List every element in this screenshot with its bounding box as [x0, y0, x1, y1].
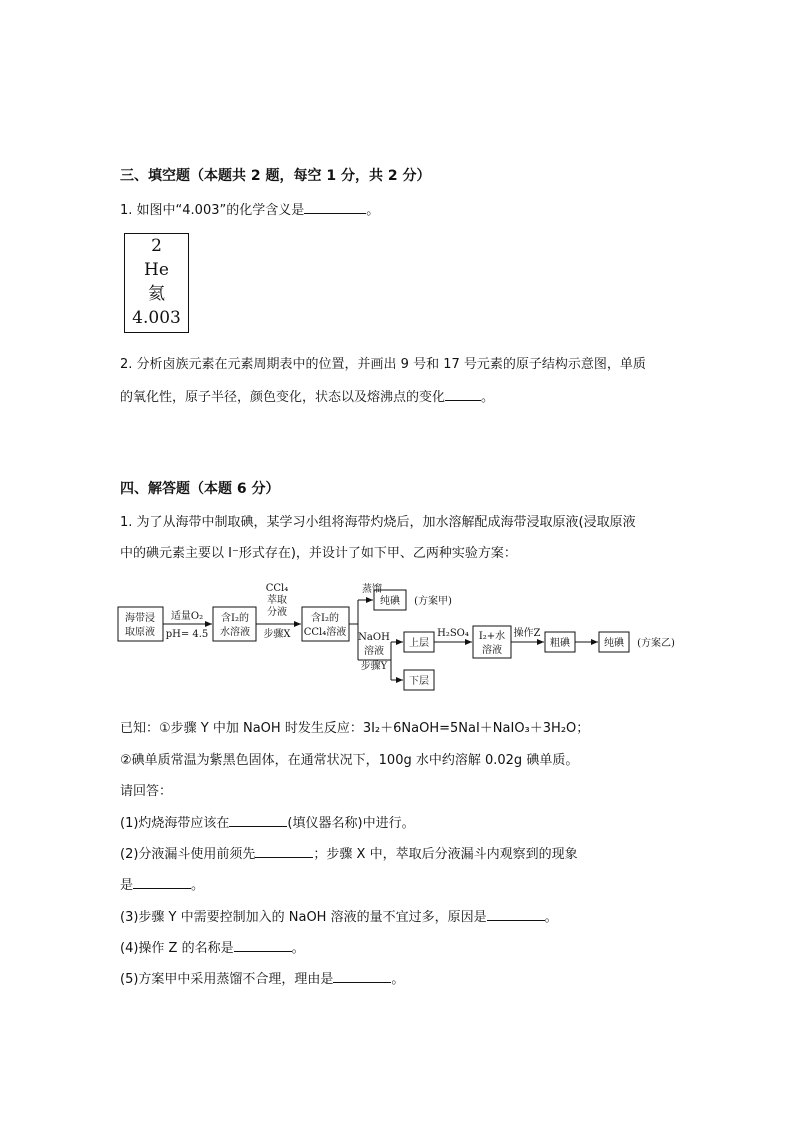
element-symbol: He — [144, 260, 169, 280]
question-4-1-line2: 中的碘元素主要以 I⁻形式存在)，并设计了如下甲、乙两种实验方案： — [120, 546, 517, 561]
box-raw-label-2: 取原液 — [125, 627, 155, 638]
sub-question-1 — [120, 812, 415, 831]
sub5-text: (5)方案甲中采用蒸馏不合理，理由是 — [120, 972, 334, 987]
sub2-line2-suffix: 。 — [191, 878, 205, 893]
distill-label: 蒸馏 — [362, 584, 382, 595]
atomic-number: 2 — [151, 236, 162, 256]
q1-text: 1. 如图中“4.003”的化学含义是 — [120, 203, 305, 218]
question-3-1 — [120, 199, 379, 218]
answer-blank[interactable] — [304, 201, 366, 214]
lower-layer-label: 下层 — [409, 676, 429, 687]
known-condition-2: ②碘单质常温为紫黑色固体，在通常状况下，100g 水中约溶解 0.02g 碘单质。 — [120, 753, 579, 768]
box-aq-label-2: 水溶液 — [220, 627, 250, 638]
iodine-extraction-flowchart — [115, 580, 685, 695]
plan-b-label: (方案乙) — [637, 638, 675, 649]
known-condition-1: 已知：①步骤 Y 中加 NaOH 时发生反应：3I₂＋6NaOH=5NaI＋NaIO₃＋3H₂O； — [120, 721, 590, 736]
sub-question-2 — [120, 843, 578, 862]
answer-blank[interactable] — [255, 845, 313, 858]
sub2-mid: ；步骤 X 中，萃取后分液漏斗内观察到的现象 — [313, 847, 578, 862]
element-name: 氦 — [148, 284, 165, 304]
naoh-label-2: 溶液 — [364, 646, 384, 657]
box-ccl-label-2: CCl₄溶液 — [303, 627, 347, 638]
x-label-ccl4: CCl₄ — [265, 583, 289, 594]
q1-suffix: 。 — [366, 203, 380, 218]
atomic-mass: 4.003 — [132, 308, 181, 328]
box-raw-label-1: 海带浸 — [125, 613, 155, 624]
helium-element-card — [124, 233, 189, 333]
answer-blank[interactable] — [133, 876, 191, 889]
naoh-label-1: NaOH — [358, 632, 390, 643]
pure-iodine-a-label: 纯碘 — [380, 596, 400, 607]
question-4-1-line1: 1. 为了从海带中制取碘，某学习小组将海带灼烧后，加水溶解配成海带浸取原液(浸取原液 — [120, 515, 636, 530]
sub4-text: (4)操作 Z 的名称是 — [120, 941, 234, 956]
i2-water-label-2: 溶液 — [482, 645, 502, 656]
answer-blank[interactable] — [229, 814, 287, 827]
sub1-text: (1)灼烧海带应该在 — [120, 816, 230, 831]
box-ccl-label-1: 含I₂的 — [311, 613, 339, 624]
answer-blank[interactable] — [445, 388, 481, 401]
x-label-separate: 分液 — [267, 607, 287, 618]
sub5-suffix: 。 — [391, 972, 405, 987]
x-label-step: 步骤X — [263, 629, 291, 640]
pure-iodine-b-label: 纯碘 — [604, 638, 624, 649]
sub4-suffix: 。 — [291, 941, 305, 956]
i2-water-label-1: I₂+水 — [478, 631, 506, 642]
q2-suffix: 。 — [481, 390, 495, 405]
step-y-label: 步骤Y — [360, 661, 388, 672]
section-4-title: 四、解答题（本题 6 分） — [120, 481, 280, 497]
answer-blank[interactable] — [333, 970, 391, 983]
sub-question-4 — [120, 937, 305, 956]
question-3-2-line2 — [120, 386, 494, 405]
h2so4-label: H₂SO₄ — [437, 628, 469, 639]
plan-a-label: (方案甲) — [414, 596, 452, 607]
sub2-line2-text: 是 — [120, 878, 134, 893]
x-label-extract: 萃取 — [267, 595, 287, 606]
sub-question-2-line2 — [120, 874, 204, 893]
section-3-title: 三、填空题（本题共 2 题，每空 1 分，共 2 分） — [120, 168, 431, 184]
sub-question-3 — [120, 906, 558, 925]
crude-iodine-label: 粗碘 — [550, 638, 570, 649]
op-z-label: 操作Z — [513, 628, 541, 639]
box-aq-label-1: 含I₂的 — [221, 613, 249, 624]
answer-prompt: 请回答： — [120, 784, 173, 799]
arrow1-top-label: 适量O₂ — [170, 611, 204, 622]
q2-text: 的氧化性，原子半径，颜色变化，状态以及熔沸点的变化 — [120, 390, 446, 405]
arrow1-bottom-label: pH= 4.5 — [165, 629, 209, 640]
answer-blank[interactable] — [487, 908, 545, 921]
question-3-2-line1: 2. 分析卤族元素在元素周期表中的位置，并画出 9 号和 17 号元素的原子结构示意图，单质 — [120, 357, 646, 372]
sub3-text: (3)步骤 Y 中需要控制加入的 NaOH 溶液的量不宜过多，原因是 — [120, 910, 487, 925]
answer-blank[interactable] — [234, 939, 292, 952]
sub2-text: (2)分液漏斗使用前须先 — [120, 847, 256, 862]
sub-question-5 — [120, 968, 404, 987]
sub3-suffix: 。 — [544, 910, 558, 925]
upper-layer-label: 上层 — [409, 638, 429, 649]
sub1-suffix: (填仪器名称)中进行。 — [287, 816, 415, 831]
